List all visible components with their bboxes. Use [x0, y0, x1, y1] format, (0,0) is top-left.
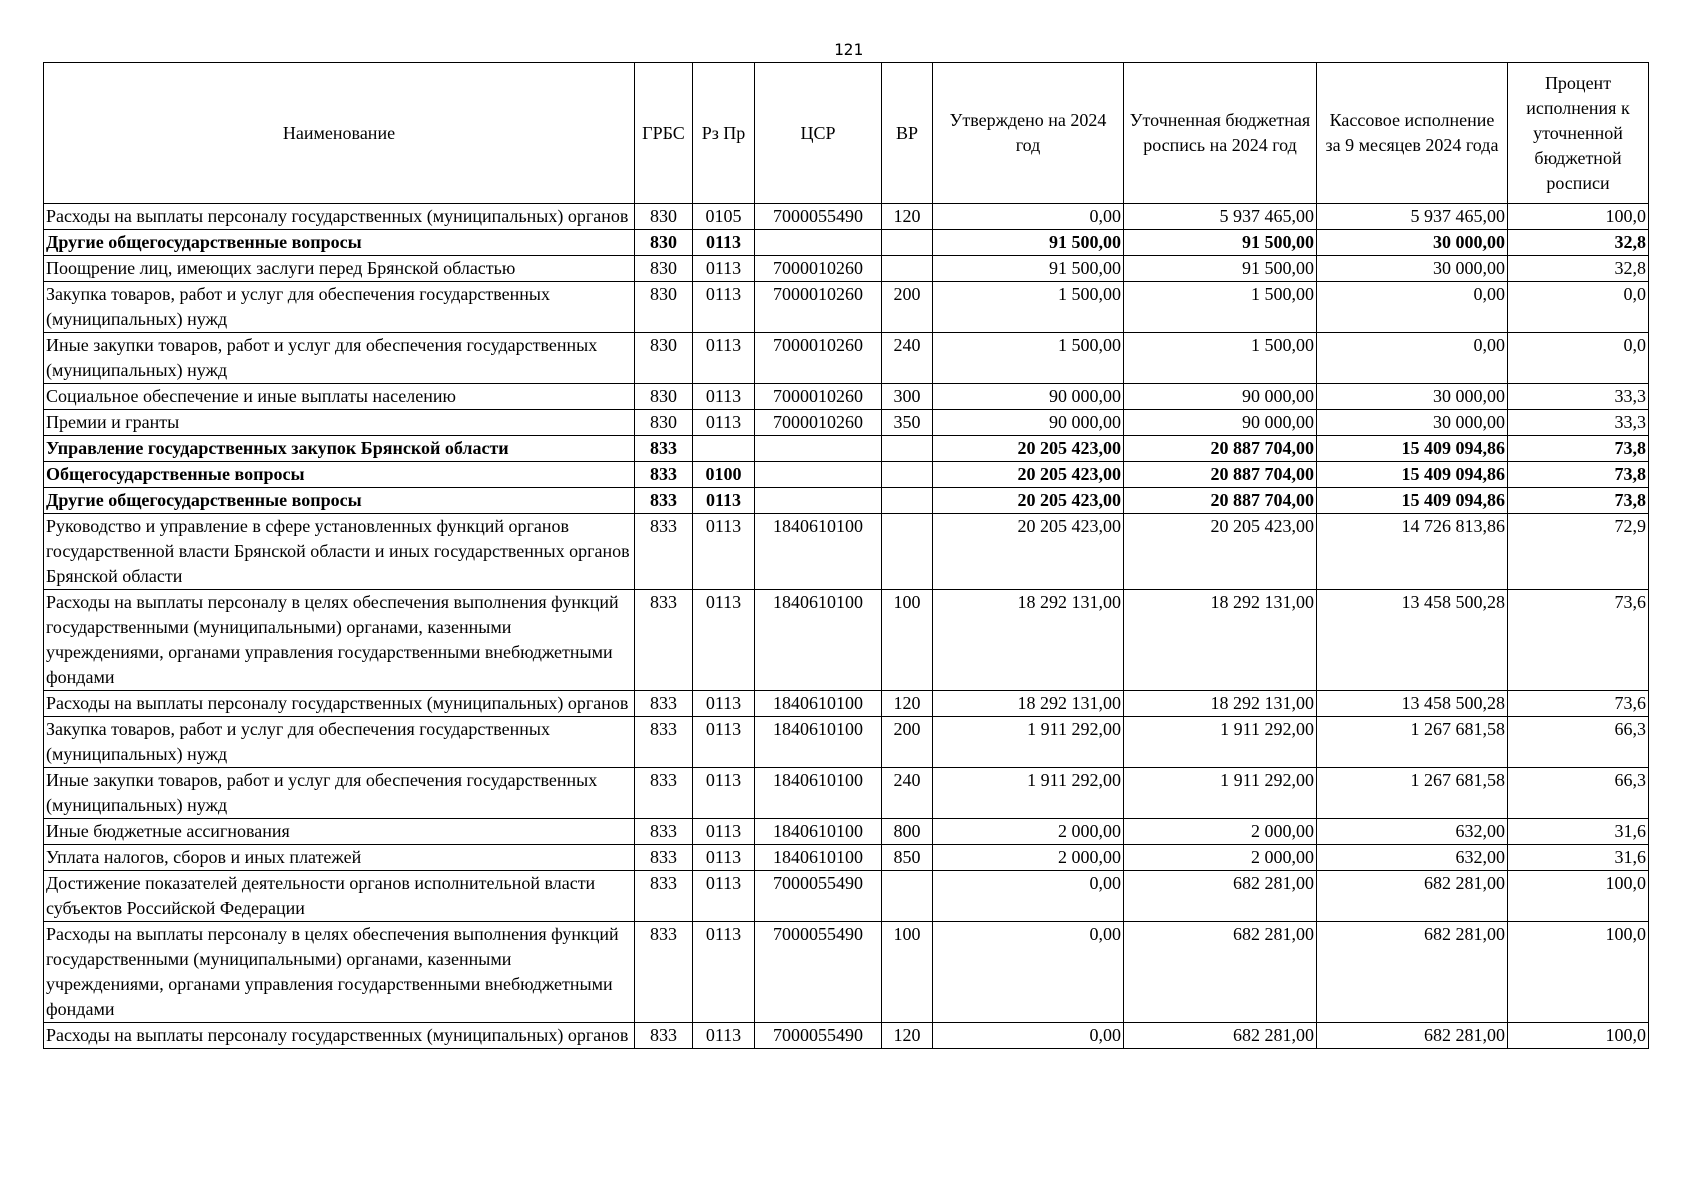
- cell-cash: 0,00: [1317, 333, 1508, 384]
- cell-approved: 1 500,00: [933, 333, 1124, 384]
- cell-cash: 30 000,00: [1317, 410, 1508, 436]
- cell-rzpr: 0113: [693, 871, 755, 922]
- cell-refined: 682 281,00: [1124, 871, 1317, 922]
- cell-percent: 100,0: [1508, 871, 1649, 922]
- cell-grbs: 833: [635, 922, 693, 1023]
- cell-cash: 15 409 094,86: [1317, 488, 1508, 514]
- cell-grbs: 833: [635, 768, 693, 819]
- cell-rzpr: 0113: [693, 384, 755, 410]
- cell-vr: [882, 462, 933, 488]
- cell-name: Другие общегосударственные вопросы: [44, 230, 635, 256]
- cell-cash: 14 726 813,86: [1317, 514, 1508, 590]
- cell-vr: [882, 871, 933, 922]
- cell-percent: 31,6: [1508, 819, 1649, 845]
- table-row: [44, 819, 1649, 845]
- cell-refined: 1 500,00: [1124, 333, 1317, 384]
- table-row: [44, 230, 1649, 256]
- cell-name: Расходы на выплаты персоналу государственных (муниципальных) органов: [44, 204, 635, 230]
- cell-name: Закупка товаров, работ и услуг для обеспечения государственных (муниципальных) нужд: [44, 717, 635, 768]
- cell-approved: 91 500,00: [933, 256, 1124, 282]
- cell-grbs: 833: [635, 462, 693, 488]
- cell-name: Расходы на выплаты персоналу в целях обеспечения выполнения функций государственными (муниципальными) органами, казенными учреждениями, органами управления государственными внебюджетными фондами: [44, 922, 635, 1023]
- cell-refined: 91 500,00: [1124, 230, 1317, 256]
- cell-csr: [755, 462, 882, 488]
- header-cash: Кассовое исполнение за 9 месяцев 2024 года: [1317, 63, 1508, 204]
- table-row: [44, 922, 1649, 1023]
- cell-percent: 100,0: [1508, 1023, 1649, 1049]
- header-vr: ВР: [882, 63, 933, 204]
- cell-approved: 18 292 131,00: [933, 691, 1124, 717]
- cell-rzpr: 0113: [693, 691, 755, 717]
- cell-vr: 350: [882, 410, 933, 436]
- table-row: [44, 333, 1649, 384]
- cell-approved: 18 292 131,00: [933, 590, 1124, 691]
- cell-rzpr: 0113: [693, 845, 755, 871]
- cell-cash: 632,00: [1317, 819, 1508, 845]
- cell-percent: 73,8: [1508, 488, 1649, 514]
- cell-csr: 7000055490: [755, 922, 882, 1023]
- cell-refined: 2 000,00: [1124, 845, 1317, 871]
- cell-refined: 20 887 704,00: [1124, 462, 1317, 488]
- cell-percent: 32,8: [1508, 256, 1649, 282]
- cell-percent: 33,3: [1508, 384, 1649, 410]
- cell-approved: 20 205 423,00: [933, 514, 1124, 590]
- table-header-row: [44, 63, 1649, 204]
- cell-vr: [882, 514, 933, 590]
- cell-cash: 30 000,00: [1317, 230, 1508, 256]
- cell-percent: 0,0: [1508, 333, 1649, 384]
- cell-rzpr: 0113: [693, 514, 755, 590]
- table-row: [44, 691, 1649, 717]
- cell-rzpr: [693, 436, 755, 462]
- cell-name: Управление государственных закупок Брянской области: [44, 436, 635, 462]
- cell-grbs: 833: [635, 590, 693, 691]
- cell-rzpr: 0113: [693, 922, 755, 1023]
- cell-grbs: 833: [635, 436, 693, 462]
- table-row: [44, 514, 1649, 590]
- cell-cash: 0,00: [1317, 282, 1508, 333]
- cell-approved: 2 000,00: [933, 819, 1124, 845]
- cell-approved: 91 500,00: [933, 230, 1124, 256]
- table-row: [44, 462, 1649, 488]
- cell-vr: 240: [882, 333, 933, 384]
- cell-name: Расходы на выплаты персоналу государственных (муниципальных) органов: [44, 1023, 635, 1049]
- cell-approved: 1 911 292,00: [933, 768, 1124, 819]
- cell-vr: 120: [882, 204, 933, 230]
- cell-cash: 1 267 681,58: [1317, 768, 1508, 819]
- cell-rzpr: 0113: [693, 410, 755, 436]
- cell-cash: 682 281,00: [1317, 1023, 1508, 1049]
- cell-rzpr: 0105: [693, 204, 755, 230]
- cell-cash: 5 937 465,00: [1317, 204, 1508, 230]
- cell-csr: 1840610100: [755, 514, 882, 590]
- cell-csr: 7000055490: [755, 871, 882, 922]
- cell-csr: 1840610100: [755, 845, 882, 871]
- table-row: [44, 256, 1649, 282]
- cell-vr: [882, 230, 933, 256]
- cell-vr: 240: [882, 768, 933, 819]
- cell-vr: [882, 256, 933, 282]
- cell-name: Руководство и управление в сфере установленных функций органов государственной власти Брянской области и иных государственных органов Брянской области: [44, 514, 635, 590]
- cell-vr: [882, 436, 933, 462]
- cell-approved: 90 000,00: [933, 384, 1124, 410]
- cell-csr: 7000010260: [755, 333, 882, 384]
- cell-grbs: 830: [635, 256, 693, 282]
- cell-grbs: 830: [635, 204, 693, 230]
- cell-rzpr: 0113: [693, 1023, 755, 1049]
- cell-name: Закупка товаров, работ и услуг для обеспечения государственных (муниципальных) нужд: [44, 282, 635, 333]
- cell-grbs: 833: [635, 691, 693, 717]
- cell-rzpr: 0113: [693, 488, 755, 514]
- cell-cash: 30 000,00: [1317, 256, 1508, 282]
- cell-refined: 682 281,00: [1124, 922, 1317, 1023]
- cell-refined: 90 000,00: [1124, 410, 1317, 436]
- cell-percent: 73,8: [1508, 436, 1649, 462]
- cell-csr: 7000010260: [755, 410, 882, 436]
- cell-percent: 100,0: [1508, 204, 1649, 230]
- cell-percent: 73,8: [1508, 462, 1649, 488]
- header-grbs: ГРБС: [635, 63, 693, 204]
- cell-name: Социальное обеспечение и иные выплаты населению: [44, 384, 635, 410]
- cell-grbs: 830: [635, 384, 693, 410]
- cell-name: Иные закупки товаров, работ и услуг для обеспечения государственных (муниципальных) нужд: [44, 333, 635, 384]
- cell-name: Премии и гранты: [44, 410, 635, 436]
- cell-csr: 7000055490: [755, 1023, 882, 1049]
- cell-refined: 1 500,00: [1124, 282, 1317, 333]
- table-row: [44, 384, 1649, 410]
- cell-grbs: 833: [635, 514, 693, 590]
- cell-vr: 100: [882, 590, 933, 691]
- page-number: 121: [834, 40, 863, 59]
- cell-rzpr: 0113: [693, 819, 755, 845]
- cell-csr: 7000010260: [755, 384, 882, 410]
- cell-refined: 20 205 423,00: [1124, 514, 1317, 590]
- cell-grbs: 830: [635, 410, 693, 436]
- cell-vr: 120: [882, 691, 933, 717]
- table-row: [44, 282, 1649, 333]
- cell-cash: 682 281,00: [1317, 922, 1508, 1023]
- table-row: [44, 871, 1649, 922]
- header-csr: ЦСР: [755, 63, 882, 204]
- cell-percent: 33,3: [1508, 410, 1649, 436]
- cell-percent: 72,9: [1508, 514, 1649, 590]
- cell-grbs: 830: [635, 230, 693, 256]
- cell-approved: 1 911 292,00: [933, 717, 1124, 768]
- cell-cash: 682 281,00: [1317, 871, 1508, 922]
- cell-refined: 18 292 131,00: [1124, 590, 1317, 691]
- cell-approved: 90 000,00: [933, 410, 1124, 436]
- cell-csr: 7000010260: [755, 282, 882, 333]
- cell-approved: 2 000,00: [933, 845, 1124, 871]
- cell-approved: 20 205 423,00: [933, 488, 1124, 514]
- cell-approved: 0,00: [933, 204, 1124, 230]
- cell-grbs: 833: [635, 845, 693, 871]
- cell-percent: 32,8: [1508, 230, 1649, 256]
- cell-percent: 66,3: [1508, 768, 1649, 819]
- cell-rzpr: 0113: [693, 333, 755, 384]
- cell-percent: 66,3: [1508, 717, 1649, 768]
- header-approved: Утверждено на 2024 год: [933, 63, 1124, 204]
- header-rzpr: Рз Пр: [693, 63, 755, 204]
- cell-csr: 1840610100: [755, 691, 882, 717]
- cell-vr: 120: [882, 1023, 933, 1049]
- table-row: [44, 436, 1649, 462]
- cell-refined: 2 000,00: [1124, 819, 1317, 845]
- cell-name: Иные бюджетные ассигнования: [44, 819, 635, 845]
- cell-rzpr: 0113: [693, 230, 755, 256]
- table-row: [44, 845, 1649, 871]
- cell-rzpr: 0113: [693, 590, 755, 691]
- cell-csr: 1840610100: [755, 590, 882, 691]
- cell-vr: 100: [882, 922, 933, 1023]
- budget-table: [43, 62, 1649, 1049]
- cell-name: Общегосударственные вопросы: [44, 462, 635, 488]
- cell-cash: 13 458 500,28: [1317, 691, 1508, 717]
- cell-csr: [755, 488, 882, 514]
- table-row: [44, 590, 1649, 691]
- cell-approved: 20 205 423,00: [933, 462, 1124, 488]
- cell-csr: 1840610100: [755, 768, 882, 819]
- cell-refined: 1 911 292,00: [1124, 768, 1317, 819]
- cell-rzpr: 0100: [693, 462, 755, 488]
- table-row: [44, 1023, 1649, 1049]
- cell-refined: 20 887 704,00: [1124, 488, 1317, 514]
- cell-name: Иные закупки товаров, работ и услуг для обеспечения государственных (муниципальных) нужд: [44, 768, 635, 819]
- cell-cash: 13 458 500,28: [1317, 590, 1508, 691]
- cell-rzpr: 0113: [693, 282, 755, 333]
- table-row: [44, 410, 1649, 436]
- cell-name: Достижение показателей деятельности органов исполнительной власти субъектов Российской Федерации: [44, 871, 635, 922]
- cell-rzpr: 0113: [693, 256, 755, 282]
- cell-cash: 15 409 094,86: [1317, 436, 1508, 462]
- cell-rzpr: 0113: [693, 717, 755, 768]
- table-row: [44, 204, 1649, 230]
- cell-name: Расходы на выплаты персоналу в целях обеспечения выполнения функций государственными (муниципальными) органами, казенными учреждениями, органами управления государственными внебюджетными фондами: [44, 590, 635, 691]
- header-percent: Процент исполнения к уточненной бюджетной росписи: [1508, 63, 1649, 204]
- cell-vr: 800: [882, 819, 933, 845]
- cell-csr: 7000055490: [755, 204, 882, 230]
- cell-grbs: 833: [635, 1023, 693, 1049]
- table-row: [44, 488, 1649, 514]
- header-name: Наименование: [44, 63, 635, 204]
- cell-approved: 0,00: [933, 1023, 1124, 1049]
- cell-approved: 0,00: [933, 871, 1124, 922]
- cell-approved: 1 500,00: [933, 282, 1124, 333]
- cell-grbs: 833: [635, 871, 693, 922]
- cell-name: Поощрение лиц, имеющих заслуги перед Брянской областью: [44, 256, 635, 282]
- cell-csr: 1840610100: [755, 819, 882, 845]
- cell-cash: 1 267 681,58: [1317, 717, 1508, 768]
- cell-approved: 0,00: [933, 922, 1124, 1023]
- cell-grbs: 833: [635, 819, 693, 845]
- cell-refined: 90 000,00: [1124, 384, 1317, 410]
- cell-refined: 91 500,00: [1124, 256, 1317, 282]
- cell-vr: 850: [882, 845, 933, 871]
- cell-name: Расходы на выплаты персоналу государственных (муниципальных) органов: [44, 691, 635, 717]
- table-row: [44, 717, 1649, 768]
- cell-csr: 1840610100: [755, 717, 882, 768]
- cell-csr: [755, 230, 882, 256]
- cell-grbs: 833: [635, 488, 693, 514]
- cell-vr: 300: [882, 384, 933, 410]
- cell-name: Уплата налогов, сборов и иных платежей: [44, 845, 635, 871]
- cell-cash: 632,00: [1317, 845, 1508, 871]
- cell-cash: 15 409 094,86: [1317, 462, 1508, 488]
- cell-grbs: 830: [635, 282, 693, 333]
- table-body: [44, 204, 1649, 1049]
- cell-refined: 20 887 704,00: [1124, 436, 1317, 462]
- cell-refined: 5 937 465,00: [1124, 204, 1317, 230]
- cell-percent: 0,0: [1508, 282, 1649, 333]
- cell-percent: 31,6: [1508, 845, 1649, 871]
- cell-vr: 200: [882, 282, 933, 333]
- cell-cash: 30 000,00: [1317, 384, 1508, 410]
- cell-approved: 20 205 423,00: [933, 436, 1124, 462]
- cell-grbs: 830: [635, 333, 693, 384]
- cell-name: Другие общегосударственные вопросы: [44, 488, 635, 514]
- cell-percent: 73,6: [1508, 691, 1649, 717]
- cell-vr: 200: [882, 717, 933, 768]
- cell-refined: 18 292 131,00: [1124, 691, 1317, 717]
- cell-vr: [882, 488, 933, 514]
- cell-csr: [755, 436, 882, 462]
- cell-grbs: 833: [635, 717, 693, 768]
- table-row: [44, 768, 1649, 819]
- cell-refined: 1 911 292,00: [1124, 717, 1317, 768]
- cell-percent: 100,0: [1508, 922, 1649, 1023]
- cell-percent: 73,6: [1508, 590, 1649, 691]
- cell-csr: 7000010260: [755, 256, 882, 282]
- cell-rzpr: 0113: [693, 768, 755, 819]
- cell-refined: 682 281,00: [1124, 1023, 1317, 1049]
- header-refined: Уточненная бюджетная роспись на 2024 год: [1124, 63, 1317, 204]
